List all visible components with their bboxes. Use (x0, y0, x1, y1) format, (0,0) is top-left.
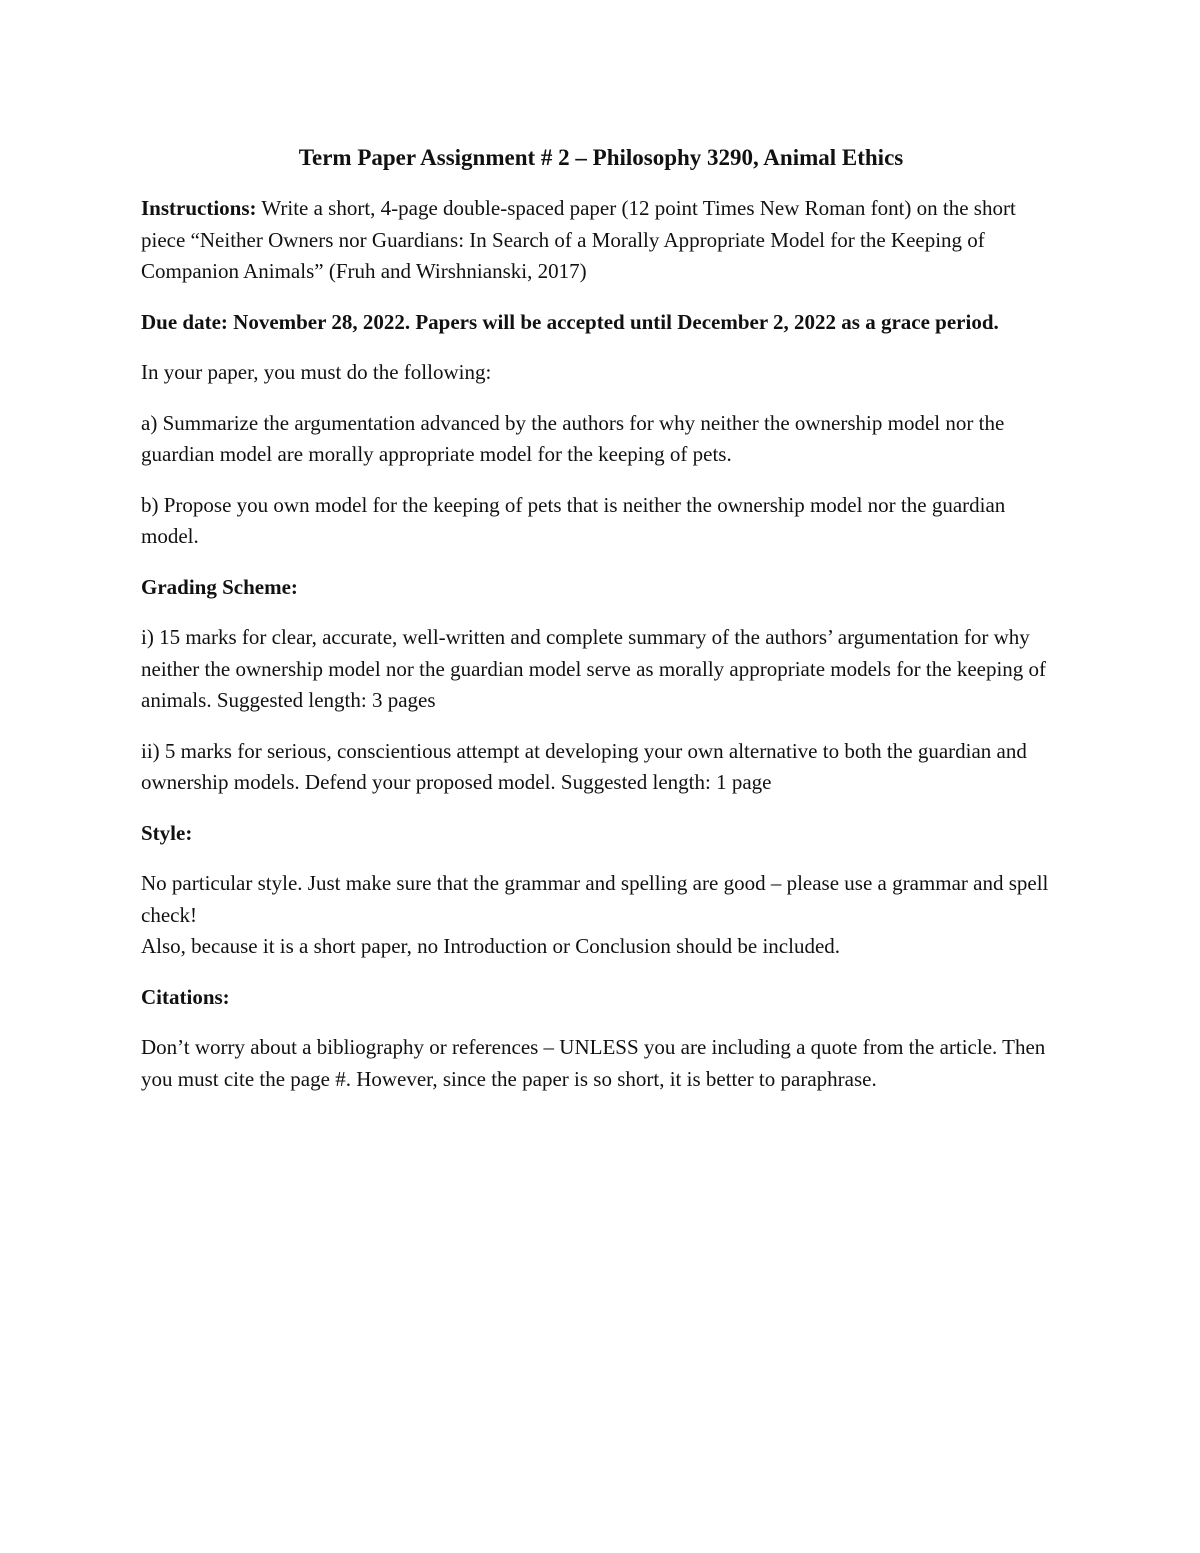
citations-heading: Citations: (141, 984, 230, 1009)
instructions-paragraph (141, 193, 1061, 288)
style-line-2: Also, because it is a short paper, no Introduction or Conclusion should be included. (141, 934, 841, 958)
grading-heading: Grading Scheme: (141, 574, 298, 599)
due-date: Due date: November 28, 2022. Papers will be accepted until December 2, 2022 as a grace period. (141, 309, 999, 334)
task-a: a) Summarize the argumentation advanced by the authors for why neither the ownership model nor the guardian model are morally appropriate model for the keeping of pets. (141, 410, 1005, 466)
instructions-text: Write a short, 4-page double-spaced paper (12 point Times New Roman font) on the short piece “Neither Owners nor Guardians: In Search of a Morally Appropriate Model for the Keeping of Companion Animals” (Fruh and Wirshnianski, 2017) (141, 196, 1016, 283)
document-page (141, 140, 1061, 1114)
page-title: Term Paper Assignment # 2 – Philosophy 3290, Animal Ethics (298, 145, 904, 170)
style-heading: Style: (141, 820, 193, 845)
task-b: b) Propose you own model for the keeping of pets that is neither the ownership model nor the guardian model. (141, 492, 1006, 548)
tasks-intro: In your paper, you must do the following: (141, 360, 492, 384)
citations-text: Don’t worry about a bibliography or references – UNLESS you are including a quote from the article. Then you must cite the page #. However, since the paper is so short, it is better to paraphrase. (141, 1035, 1046, 1091)
grading-item-ii: ii) 5 marks for serious, conscientious attempt at developing your own alternative to both the guardian and ownership models. Defend your proposed model. Suggested length: 1 page (141, 738, 1027, 794)
grading-item-i: i) 15 marks for clear, accurate, well-written and complete summary of the authors’ argumentation for why neither the ownership model nor the guardian model serve as morally appropriate models for the keeping of animals. Suggested length: 3 pages (141, 625, 1047, 712)
style-line-1: No particular style. Just make sure that the grammar and spelling are good – please use a grammar and spell check! (141, 871, 1049, 927)
instructions-label: Instructions: (141, 196, 257, 220)
